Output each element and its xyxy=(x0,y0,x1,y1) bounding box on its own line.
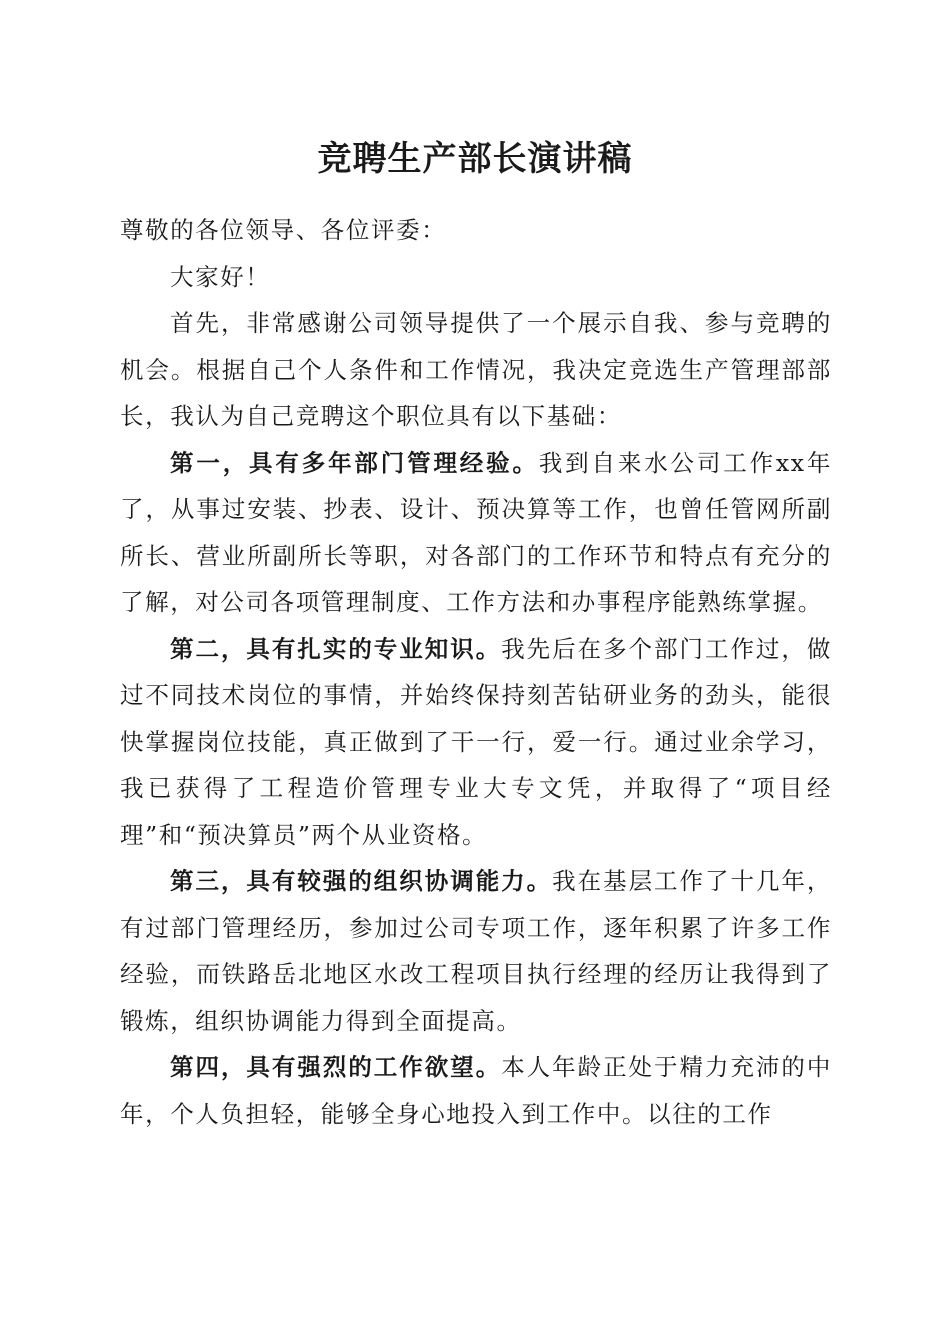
point-lead: 第二，具有扎实的专业知识。 xyxy=(170,634,502,663)
point-paragraph xyxy=(120,440,832,626)
point-paragraph xyxy=(120,626,832,859)
salutation: 尊敬的各位领导、各位评委： xyxy=(120,216,447,244)
point-text: 我在基层工作了十几年，有过部门管理经历，参加过公司专项工作，逐年积累了许多工作经验，而铁路岳北地区水改工程项目执行经理的经历让我得到了锻炼，组织协调能力得到全面提高。 xyxy=(120,867,832,1035)
point-text: 我到自来水公司工作xx年了，从事过安装、抄表、设计、预决算等工作，也曾任管网所副所长、营业所副所长等职，对各部门的工作环节和特点有充分的了解，对公司各项管理制度、工作方法和办事程序能熟练掌握。 xyxy=(120,448,832,616)
point-lead: 第一，具有多年部门管理经验。 xyxy=(170,448,539,477)
intro-paragraph: 首先，非常感谢公司领导提供了一个展示自我、参与竞聘的机会。根据自己个人条件和工作情况，我决定竞选生产管理部部长，我认为自己竞聘这个职位具有以下基础： xyxy=(120,309,832,430)
point-lead: 第四，具有强烈的工作欲望。 xyxy=(170,1053,502,1081)
point-paragraph xyxy=(120,858,832,1044)
document-body xyxy=(120,207,832,1137)
document-title: 竞聘生产部长演讲稿 xyxy=(317,139,633,179)
point-text: 我先后在多个部门工作过，做过不同技术岗位的事情，并始终保持刻苦钻研业务的劲头，能很快掌握岗位技能，真正做到了干一行，爱一行。通过业余学习，我已获得了工程造价管理专业大专文凭，并取得了“项目经理”和“预决算员”两个从业资格。 xyxy=(120,634,832,849)
point-paragraph xyxy=(120,1044,832,1137)
point-lead: 第三，具有较强的组织协调能力。 xyxy=(170,867,553,895)
greeting: 大家好！ xyxy=(170,262,271,291)
point-text: 本人年龄正处于精力充沛的中年，个人负担轻，能够全身心地投入到工作中。以往的工作 xyxy=(120,1053,832,1128)
